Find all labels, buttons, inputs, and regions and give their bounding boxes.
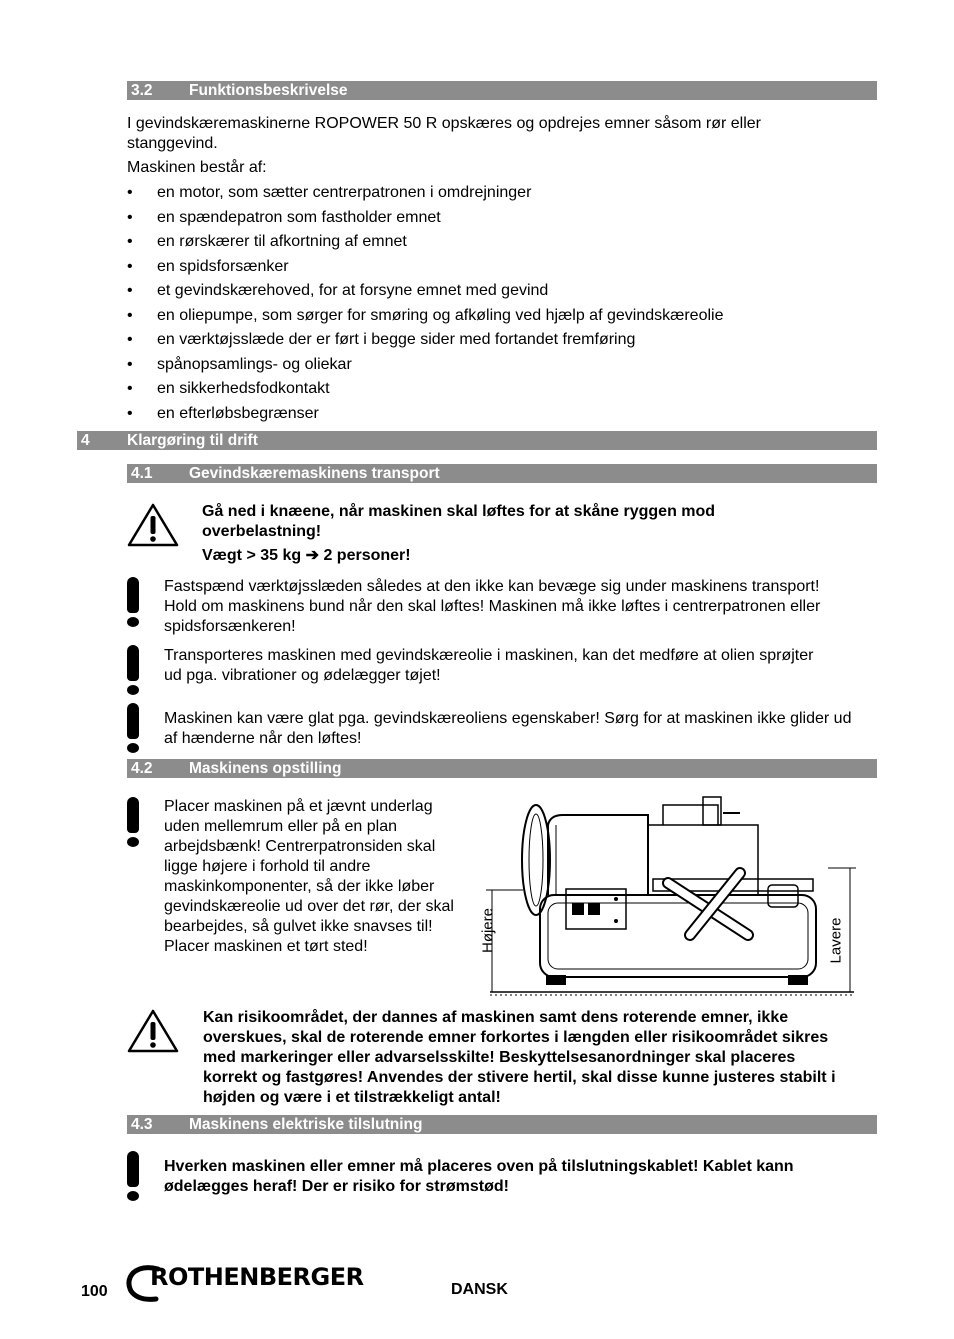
weight-warning-text: Vægt > 35 kg <box>202 547 306 564</box>
section-title: Funktionsbeskrivelse <box>189 82 348 99</box>
brand-logo-text: ROTHENBERGER <box>150 1263 364 1291</box>
setup-note: Placer maskinen på et jævnt underlag uden mellemrum eller på en plan arbejdsbænk! Centrerpatronsiden skal ligge højere i forhold til andre maskinkomponenter, så der ikke løber gevindskæreolie ud over det rør, der skal bearbejdes, så gulvet ikke snavses til! Placer maskinen et tørt sted! <box>164 798 454 955</box>
exclamation-icon <box>124 645 144 695</box>
machine-illustration <box>478 795 858 1000</box>
label-lower: Lavere <box>827 917 845 964</box>
list-item-text: en rørskærer til afkortning af emnet <box>157 233 407 250</box>
warning-triangle-icon <box>126 502 180 548</box>
bullet-marker: • <box>127 331 133 348</box>
section-header-4 <box>77 431 877 450</box>
list-item-text: en oliepumpe, som sørger for smøring og afkøling ved hjælp af gevindskæreolie <box>157 306 724 324</box>
section-title: Maskinens elektriske tilslutning <box>189 1116 423 1133</box>
list-item-text: en spidsforsænker <box>157 257 289 275</box>
section-header-3-2 <box>127 81 877 100</box>
list-item-text: en spændepatron som fastholder emnet <box>157 208 441 226</box>
exclamation-icon <box>124 577 144 627</box>
language-label: DANSK <box>451 1281 508 1298</box>
list-item-text: en efterløbsbegrænser <box>157 404 319 422</box>
weight-warning-persons: 2 personer! <box>319 547 411 564</box>
section-title: Maskinens opstilling <box>189 760 342 777</box>
page-number: 100 <box>81 1283 108 1300</box>
section-header-4-2 <box>127 759 877 778</box>
section-number: 4 <box>81 432 90 449</box>
section-header-4-1 <box>127 464 877 483</box>
lifting-warning-line2: overbelastning! <box>202 523 322 540</box>
section-number: 4.1 <box>131 465 153 482</box>
transport-note-2: Transporteres maskinen med gevindskæreolie i maskinen, kan det medføre at olien sprøjter ud pga. vibrationer og ødelægger tøjet! <box>164 647 814 684</box>
list-item-text: spånopsamlings- og oliekar <box>157 355 352 373</box>
bullet-marker: • <box>127 404 133 422</box>
bullet-marker: • <box>127 306 133 324</box>
list-item-text: en værktøjsslæde der er ført i begge sider med fortandet fremføring <box>157 331 636 348</box>
bullet-marker: • <box>127 380 133 397</box>
section-header-4-3 <box>127 1115 877 1134</box>
section-number: 4.3 <box>131 1116 153 1133</box>
section-title: Klargøring til drift <box>127 432 258 449</box>
exclamation-icon <box>124 703 144 753</box>
transport-note-1: Fastspænd værktøjsslæden således at den ikke kan bevæge sig under maskinens transport! Hold om maskinens bund når den skal løftes! Maskinen må ikke løftes i centrerpatronen eller spidsforsænkeren! <box>164 578 821 635</box>
exclamation-icon <box>124 797 144 847</box>
list-item-text: en sikkerhedsfodkontakt <box>157 380 330 397</box>
exclamation-icon <box>124 1151 144 1201</box>
cable-warning: Hverken maskinen eller emner må placeres oven på tilslutningskablet! Kablet kann ødelægges heraf! Der er risiko for strømstød! <box>164 1158 794 1195</box>
intro-paragraph: I gevindskæremaskinerne ROPOWER 50 R opskæres og opdrejes emner såsom rør eller stanggevind. <box>127 115 762 152</box>
bullet-marker: • <box>127 208 133 226</box>
bullet-marker: • <box>127 282 133 299</box>
weight-warning <box>202 546 411 566</box>
section-number: 4.2 <box>131 760 153 777</box>
arrow-right-icon: ➔ <box>305 547 319 564</box>
lifting-warning-line1: Gå ned i knæene, når maskinen skal løftes for at skåne ryggen mod <box>202 503 716 520</box>
section-title: Gevindskæremaskinens transport <box>189 465 440 482</box>
risk-area-warning: Kan risikoområdet, der dannes af maskinen samt dens roterende emner, ikke overskues, skal de roterende emner forkortes i længden eller risikoområdet sikres med markeringer eller advarselsskilte! Beskyttelsesanordninger skal placeres korrekt og fastgøres! Anvendes der stivere hertil, skal disse kunne justeres stabilt i højden og være i et tilstrækkeligt antal! <box>203 1009 836 1106</box>
bullet-marker: • <box>127 257 133 275</box>
bullet-marker: • <box>127 355 133 373</box>
section-number: 3.2 <box>131 82 153 99</box>
intro-list-lead: Maskinen består af: <box>127 159 267 176</box>
bullet-marker: • <box>127 184 133 201</box>
bullet-marker: • <box>127 233 133 250</box>
warning-triangle-icon <box>126 1008 180 1054</box>
list-item-text: en motor, som sætter centrerpatronen i omdrejninger <box>157 184 532 201</box>
label-higher: Højere <box>479 908 497 954</box>
transport-note-3: Maskinen kan være glat pga. gevindskæreoliens egenskaber! Sørg for at maskinen ikke glider ud af hænderne når den løftes! <box>164 710 852 747</box>
list-item-text: et gevindskærehoved, for at forsyne emnet med gevind <box>157 282 549 299</box>
